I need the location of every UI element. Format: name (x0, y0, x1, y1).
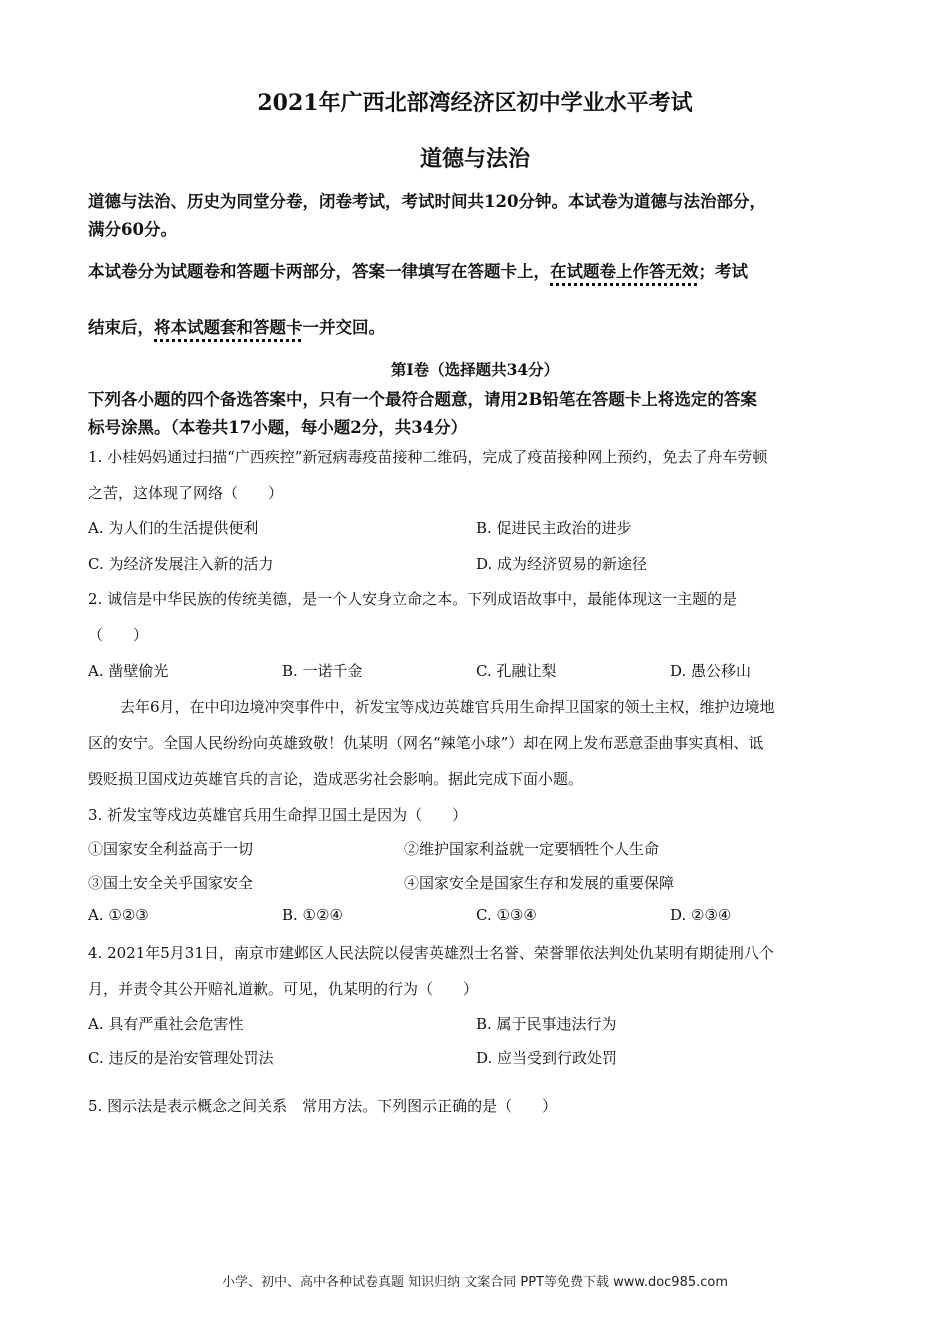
q3-option-a: A. ①②③ (88, 906, 149, 924)
q2-option-d: D. 愚公移山 (670, 662, 752, 680)
subject-title: 道德与法治 (419, 146, 530, 172)
instruction-line-3-c: ；考试 (698, 262, 748, 281)
q2-stem-line-2: （ ） (88, 626, 149, 644)
q3-statement-2: ②维护国家利益就一定要牺牲个人生命 (404, 840, 660, 858)
exam-title: 2021年广西北部湾经济区初中学业水平考试 (257, 90, 693, 116)
q3-option-b: B. ①②④ (282, 906, 343, 924)
material-line-1: 去年6月，在中印边境冲突事件中，祈发宝等戍边英雄官兵用生命捍卫国家的领土主权，维护边境地 (120, 698, 775, 716)
q1-option-a: A. 为人们的生活提供便利 (88, 519, 259, 537)
part1-intro-line-1: 下列各小题的四个备选答案中，只有一个最符合题意，请用2B铅笔在答题卡上将选定的答案 (88, 390, 757, 409)
part1-title: 第Ⅰ卷（选择题共34分） (390, 360, 560, 379)
q3-stem: 3. 祈发宝等戍边英雄官兵用生命捍卫国土是因为（ ） (88, 806, 468, 824)
instruction-line-4-c: 一并交回。 (302, 318, 385, 337)
instruction-line-3-a: 本试卷分为试题卷和答题卡两部分，答案一律填写在答题卡上， (88, 262, 550, 281)
q3-statement-3: ③国土安全关乎国家安全 (88, 874, 254, 892)
q3-option-c: C. ①③④ (476, 906, 537, 924)
q1-option-c: C. 为经济发展注入新的活力 (88, 555, 274, 573)
instruction-line-2: 满分60分。 (88, 220, 177, 239)
instruction-line-1: 道德与法治、历史为同堂分卷，闭卷考试，考试时间共120分钟。本试卷为道德与法治部分， (88, 192, 766, 211)
q3-option-d: D. ②③④ (670, 906, 732, 924)
q1-stem-line-2: 之苦，这体现了网络（ ） (88, 484, 284, 502)
instruction-line-3 (88, 258, 748, 282)
q1-option-b: B. 促进民主政治的进步 (476, 519, 632, 537)
q1-stem-line-1: 1. 小桂妈妈通过扫描“广西疾控”新冠病毒疫苗接种二维码，完成了疫苗接种网上预约，免去了舟车劳顿 (88, 448, 768, 466)
instruction-emphasis-return: 将本试题套和答题卡 (154, 318, 303, 337)
q2-option-a: A. 凿壁偷光 (88, 662, 169, 680)
q2-option-c: C. 孔融让梨 (476, 662, 557, 680)
q4-stem-line-1: 4. 2021年5月31日，南京市建邺区人民法院以侵害英雄烈士名誉、荣誉罪依法判处仇某明有期徒刑八个 (88, 944, 774, 962)
q4-option-a: A. 具有严重社会危害性 (88, 1015, 244, 1033)
instruction-line-4-a: 结束后， (88, 318, 154, 337)
q4-stem-line-2: 月，并责令其公开赔礼道歉。可见，仇某明的行为（ ） (88, 980, 479, 998)
q4-option-c: C. 违反的是治安管理处罚法 (88, 1049, 274, 1067)
instruction-emphasis-invalid: 在试题卷上作答无效 (550, 262, 699, 281)
material-line-2: 区的安宁。全国人民纷纷向英雄致敬！仇某明（网名“辣笔小球”）却在网上发布恶意歪曲事实真相、诋 (88, 734, 764, 752)
q2-stem-line-1: 2. 诚信是中华民族的传统美德，是一个人安身立命之本。下列成语故事中，最能体现这一主题的是 (88, 590, 738, 608)
q2-option-b: B. 一诺千金 (282, 662, 363, 680)
q1-option-d: D. 成为经济贸易的新途径 (476, 555, 648, 573)
instruction-line-4 (88, 314, 385, 338)
q5-stem: 5. 图示法是表示概念之间关系 常用方法。下列图示正确的是（ ） (88, 1097, 558, 1115)
part1-intro-line-2: 标号涂黑。（本卷共17小题，每小题2分，共34分） (88, 418, 468, 437)
q3-statement-4: ④国家安全是国家生存和发展的重要保障 (404, 874, 675, 892)
q3-statement-1: ①国家安全利益高于一切 (88, 840, 254, 858)
q4-option-d: D. 应当受到行政处罚 (476, 1049, 618, 1067)
material-line-3: 毁贬损卫国戍边英雄官兵的言论，造成恶劣社会影响。据此完成下面小题。 (88, 770, 584, 788)
q4-option-b: B. 属于民事违法行为 (476, 1015, 617, 1033)
page-footer: 小学、初中、高中各种试卷真题 知识归纳 文案合同 PPT等免费下载 www.doc985.com (221, 1275, 729, 1290)
